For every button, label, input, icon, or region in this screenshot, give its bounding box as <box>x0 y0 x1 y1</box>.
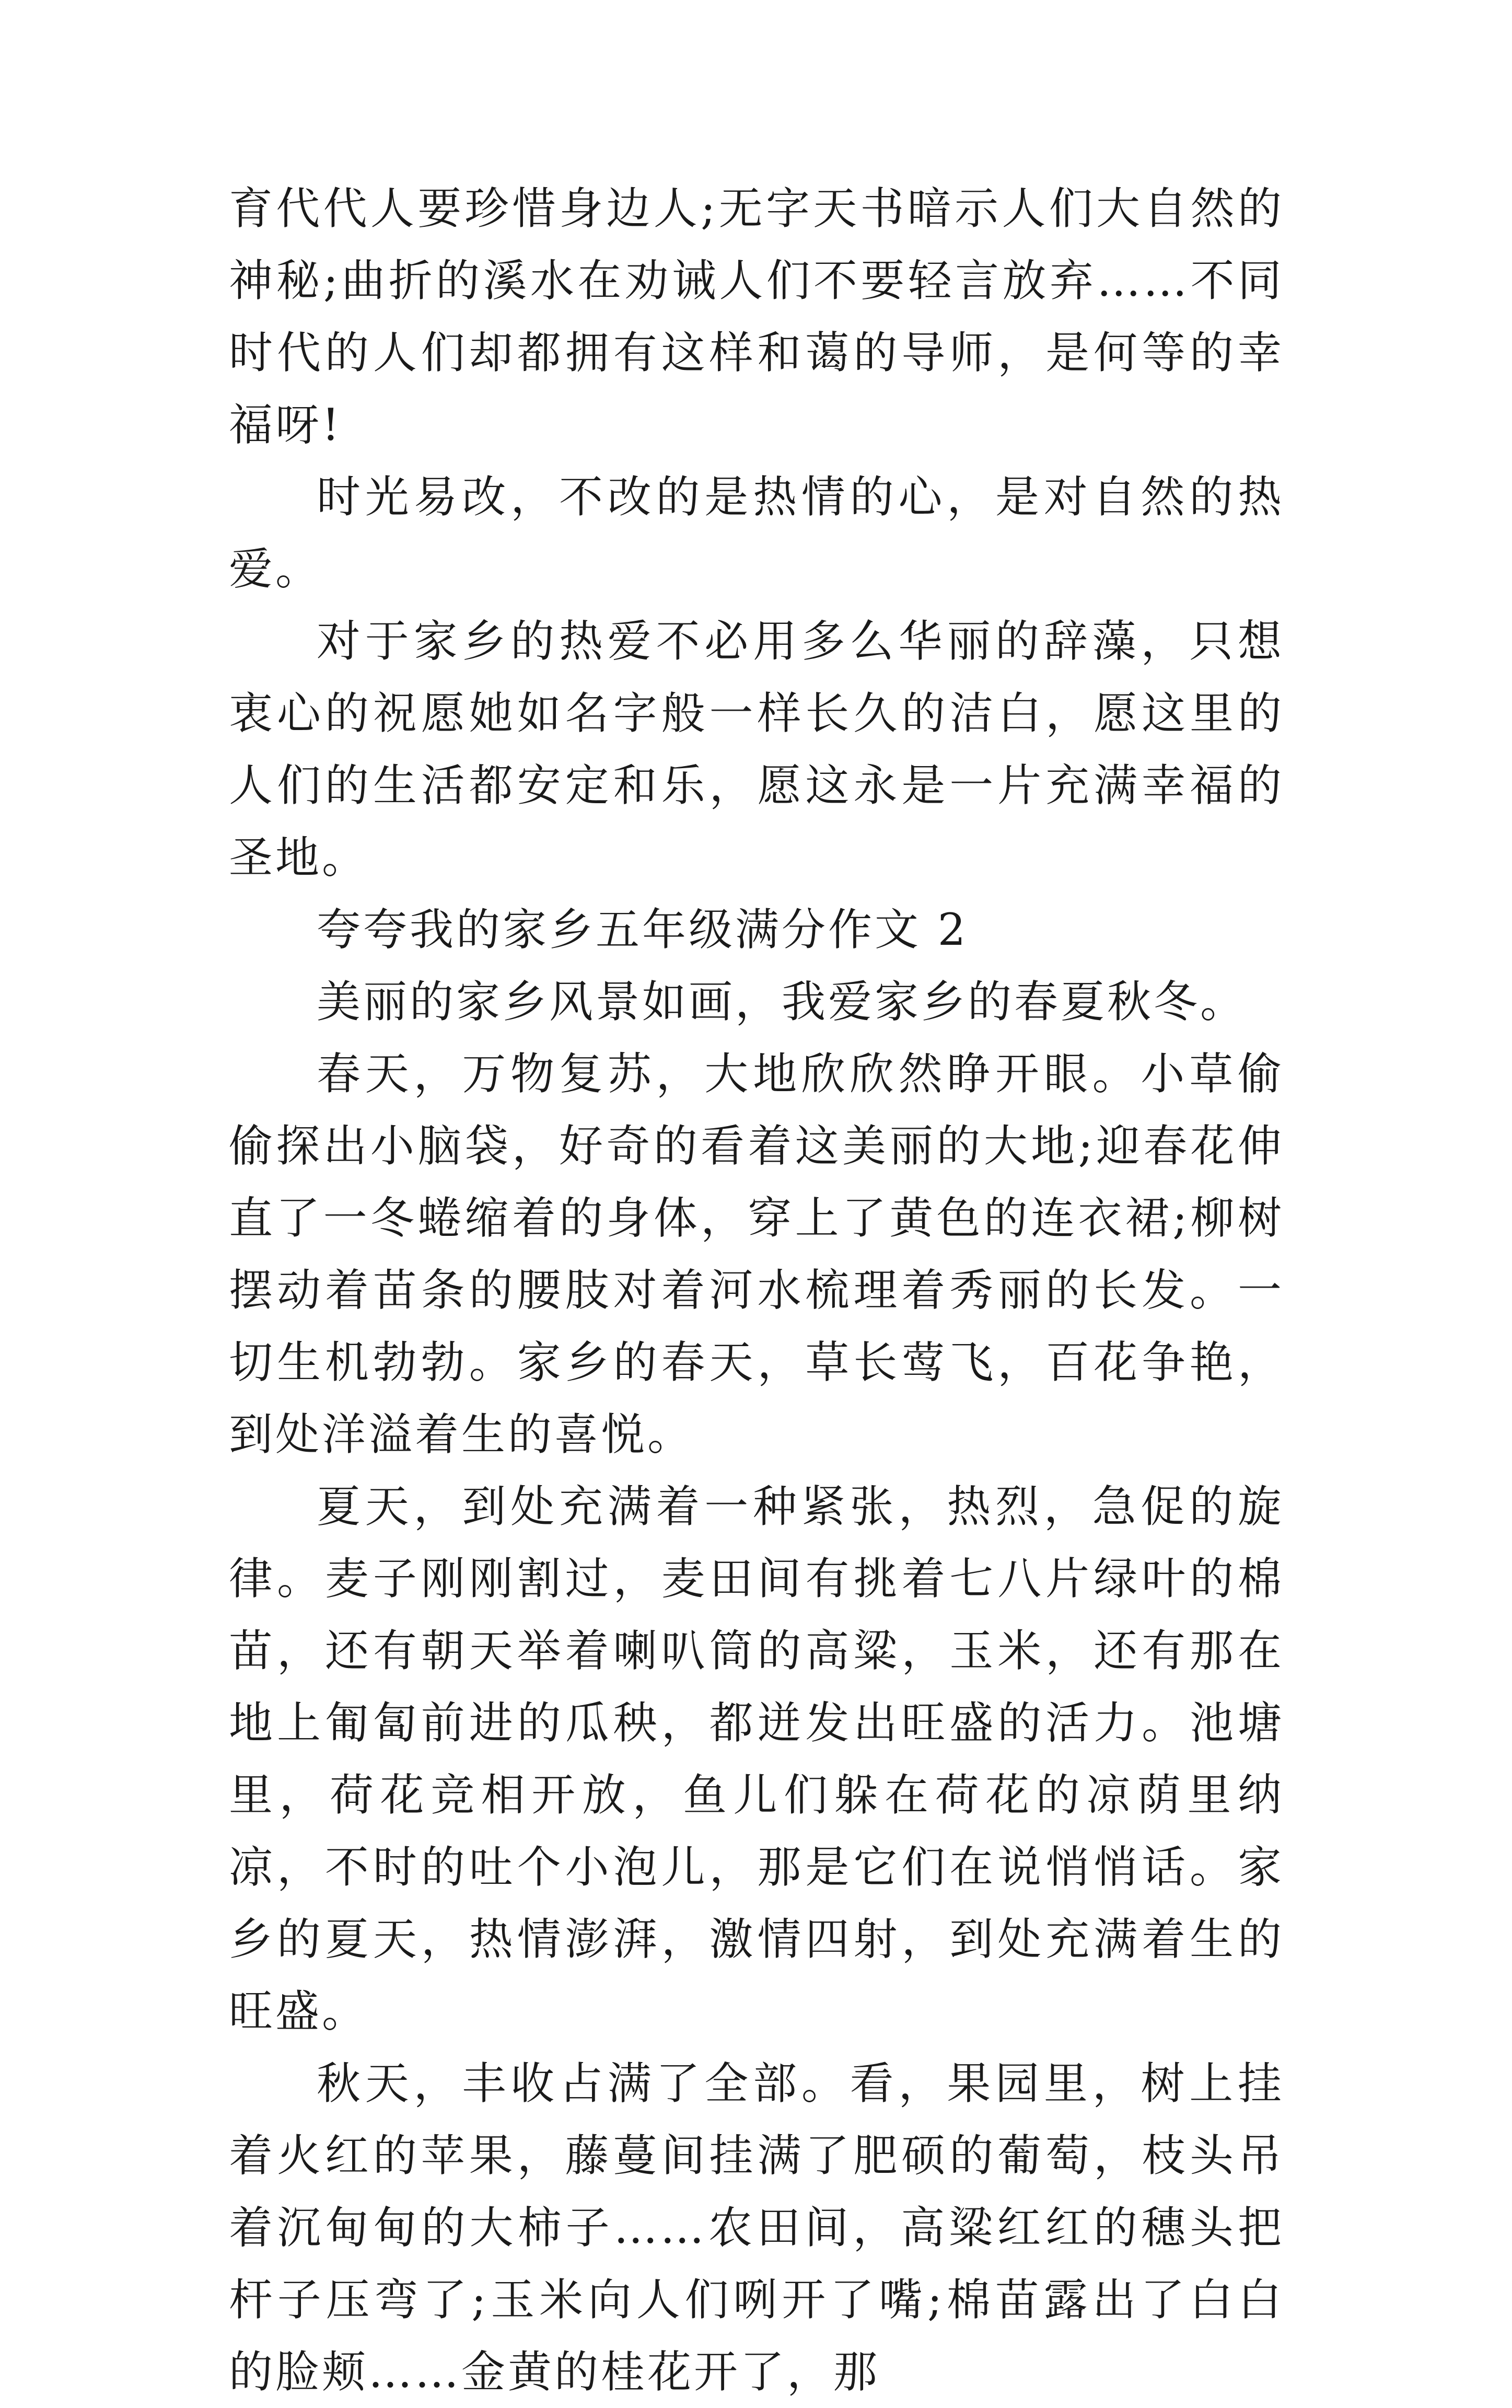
paragraph-2: 时光易改，不改的是热情的心，是对自然的热爱。 <box>229 471 1284 595</box>
paragraph-spring: 春天，万物复苏，大地欣欣然睁开眼。小草偷偷探出小脑袋，好奇的看着这美丽的大地;迎春花伸直了一冬蜷缩着的身体，穿上了黄色的连衣裙;柳树摆动着苗条的腰肢对着河水梳理着秀丽的长发。一切生机勃勃。家乡的春天，草长莺飞，百花争艳，到处洋溢着生的喜悦。 <box>229 1048 1284 1460</box>
paragraph-1: 育代代人要珍惜身边人;无字天书暗示人们大自然的神秘;曲折的溪水在劝诫人们不要轻言放弃……不同时代的人们却都拥有这样和蔼的导师，是何等的幸福呀! <box>229 183 1284 450</box>
paragraph-summer: 夏天，到处充满着一种紧张，热烈，急促的旋律。麦子刚刚割过，麦田间有挑着七八片绿叶的棉苗，还有朝天举着喇叭筒的高粱，玉米，还有那在地上匍匐前进的瓜秧，都迸发出旺盛的活力。池塘里，荷花竞相开放，鱼儿们躲在荷花的凉荫里纳凉，不时的吐个小泡儿，那是它们在说悄悄话。家乡的夏天，热情澎湃，激情四射，到处充满着生的旺盛。 <box>229 1481 1284 2037</box>
body-text <box>229 172 1284 2408</box>
essay-title-2: 夸夸我的家乡五年级满分作文 2 <box>317 904 969 955</box>
paragraph-3: 对于家乡的热爱不必用多么华丽的辞藻，只想衷心的祝愿她如名字般一样长久的洁白，愿这里的人们的生活都安定和乐，愿这永是一片充满幸福的圣地。 <box>229 616 1284 883</box>
paragraph-5: 美丽的家乡风景如画，我爱家乡的春夏秋冬。 <box>317 976 1247 1027</box>
paragraph-autumn: 秋天，丰收占满了全部。看，果园里，树上挂着火红的苹果，藤蔓间挂满了肥硕的葡萄，枝头吊着沉甸甸的大柿子……农田间，高粱红红的穗头把杆子压弯了;玉米向人们咧开了嘴;棉苗露出了白白的脸颊……金黄的桂花开了，那 <box>229 2058 1284 2398</box>
